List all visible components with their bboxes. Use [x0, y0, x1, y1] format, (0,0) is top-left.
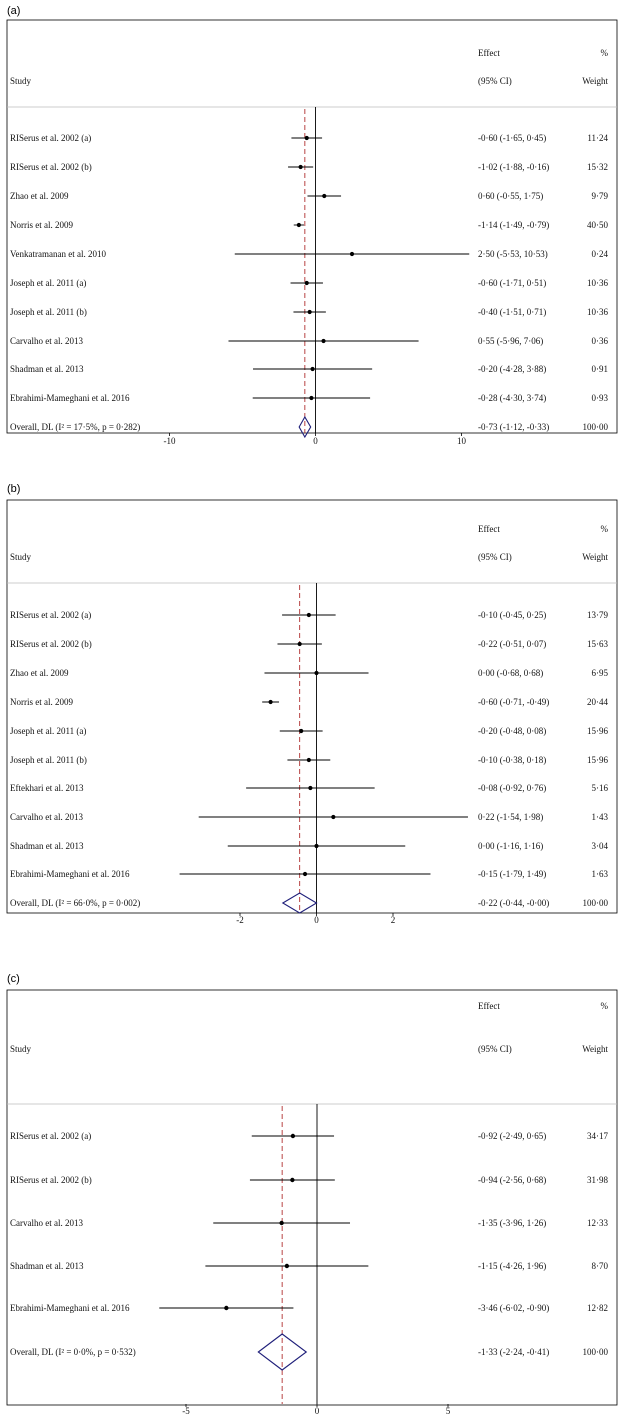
study-effect-ci: -0·92 (-2·49, 0·65) — [478, 1131, 547, 1141]
panel-frame — [7, 990, 617, 1405]
study-effect-ci: -1·15 (-4·26, 1·96) — [478, 1261, 547, 1271]
axis-tick-label: -5 — [182, 1406, 190, 1416]
panel-label: (b) — [7, 483, 21, 495]
study-name: RISerus et al. 2002 (a) — [10, 133, 92, 143]
study-weight: 13·79 — [587, 610, 608, 620]
study-point — [307, 758, 311, 762]
study-weight: 0·91 — [591, 364, 608, 374]
overall-label: Overall, DL (I² = 17·5%, p = 0·282) — [10, 422, 141, 432]
study-weight: 0·36 — [591, 336, 608, 346]
header-ci: (95% CI) — [478, 76, 512, 86]
study-effect-ci: -0·60 (-0·71, -0·49) — [478, 697, 550, 707]
study-effect-ci: -0·10 (-0·45, 0·25) — [478, 610, 547, 620]
study-effect-ci: -0·94 (-2·56, 0·68) — [478, 1175, 547, 1185]
study-effect-ci: -0·22 (-0·51, 0·07) — [478, 639, 547, 649]
study-name: Shadman et al. 2013 — [10, 1261, 84, 1271]
study-point — [303, 872, 307, 876]
header-weight: Weight — [582, 1044, 608, 1054]
header-ci: (95% CI) — [478, 1044, 512, 1054]
study-effect-ci: -0·40 (-1·51, 0·71) — [478, 307, 547, 317]
study-weight: 10·36 — [587, 307, 608, 317]
study-weight: 31·98 — [587, 1175, 608, 1185]
study-point — [299, 165, 303, 169]
study-point — [321, 339, 325, 343]
study-weight: 34·17 — [587, 1131, 608, 1141]
axis-tick-label: 2 — [390, 915, 396, 925]
axis-tick-label: 10 — [457, 436, 466, 446]
study-point — [308, 786, 312, 790]
study-point — [298, 642, 302, 646]
study-effect-ci: -0·20 (-0·48, 0·08) — [478, 726, 547, 736]
study-effect-ci: -1·14 (-1·49, -0·79) — [478, 220, 550, 230]
panel-label: (a) — [7, 5, 21, 17]
study-weight: 15·32 — [587, 162, 608, 172]
study-name: Joseph et al. 2011 (a) — [10, 726, 87, 736]
study-effect-ci: -0·10 (-0·38, 0·18) — [478, 755, 547, 765]
study-effect-ci: 0·00 (-0·68, 0·68) — [478, 668, 544, 678]
study-weight: 15·63 — [587, 639, 608, 649]
study-name: RISerus et al. 2002 (a) — [10, 610, 92, 620]
study-effect-ci: 0·60 (-0·55, 1·75) — [478, 191, 544, 201]
study-name: RISerus et al. 2002 (b) — [10, 162, 92, 172]
header-ci: (95% CI) — [478, 552, 512, 562]
study-name: Venkatramanan et al. 2010 — [10, 249, 106, 259]
study-weight: 40·50 — [587, 220, 608, 230]
study-name: Zhao et al. 2009 — [10, 191, 69, 201]
study-name: Joseph et al. 2011 (a) — [10, 278, 87, 288]
study-effect-ci: -0·28 (-4·30, 3·74) — [478, 393, 547, 403]
header-weight: Weight — [582, 552, 608, 562]
study-name: Carvalho et al. 2013 — [10, 812, 83, 822]
header-effect: Effect — [478, 48, 500, 58]
study-weight: 8·70 — [591, 1261, 608, 1271]
study-name: Zhao et al. 2009 — [10, 668, 69, 678]
study-point — [305, 136, 309, 140]
study-effect-ci: -3·46 (-6·02, -0·90) — [478, 1303, 550, 1313]
overall-label: Overall, DL (I² = 0·0%, p = 0·532) — [10, 1347, 136, 1357]
study-weight: 9·79 — [591, 191, 608, 201]
overall-effect-ci: -1·33 (-2·24, -0·41) — [478, 1347, 550, 1357]
header-percent: % — [600, 48, 608, 58]
study-point — [310, 367, 314, 371]
study-name: Eftekhari et al. 2013 — [10, 783, 84, 793]
study-point — [269, 700, 273, 704]
study-weight: 6·95 — [591, 668, 608, 678]
study-point — [314, 671, 318, 675]
header-study: Study — [10, 1044, 32, 1054]
axis-tick-label: 0 — [313, 436, 318, 446]
study-name: Ebrahimi-Mameghani et al. 2016 — [10, 1303, 130, 1313]
overall-weight: 100·00 — [582, 1347, 608, 1357]
header-effect: Effect — [478, 1001, 500, 1011]
study-effect-ci: -0·60 (-1·71, 0·51) — [478, 278, 547, 288]
panel-label: (c) — [7, 973, 20, 985]
study-effect-ci: 0·00 (-1·16, 1·16) — [478, 841, 544, 851]
study-point — [305, 281, 309, 285]
header-effect: Effect — [478, 524, 500, 534]
study-weight: 10·36 — [587, 278, 608, 288]
study-point — [309, 396, 313, 400]
study-weight: 11·24 — [587, 133, 608, 143]
study-effect-ci: 0·22 (-1·54, 1·98) — [478, 812, 544, 822]
overall-diamond — [299, 417, 311, 437]
study-weight: 12·33 — [587, 1218, 608, 1228]
study-weight: 1·63 — [591, 869, 608, 879]
study-point — [291, 1134, 295, 1138]
header-weight: Weight — [582, 76, 608, 86]
study-point — [279, 1221, 283, 1225]
axis-tick-label: 0 — [314, 1406, 320, 1416]
header-percent: % — [600, 524, 608, 534]
study-name: Carvalho et al. 2013 — [10, 1218, 83, 1228]
overall-weight: 100·00 — [582, 898, 608, 908]
study-effect-ci: -0·20 (-4·28, 3·88) — [478, 364, 547, 374]
study-point — [285, 1264, 289, 1268]
study-point — [297, 223, 301, 227]
study-weight: 20·44 — [587, 697, 608, 707]
study-effect-ci: -1·02 (-1·88, -0·16) — [478, 162, 550, 172]
study-effect-ci: 0·55 (-5·96, 7·06) — [478, 336, 544, 346]
study-point — [290, 1178, 294, 1182]
axis-tick-label: 5 — [445, 1406, 451, 1416]
study-effect-ci: 2·50 (-5·53, 10·53) — [478, 249, 548, 259]
study-effect-ci: -0·15 (-1·79, 1·49) — [478, 869, 547, 879]
study-name: RISerus et al. 2002 (b) — [10, 1175, 92, 1185]
study-weight: 12·82 — [587, 1303, 608, 1313]
study-name: Norris et al. 2009 — [10, 697, 73, 707]
study-weight: 3·04 — [591, 841, 608, 851]
study-weight: 0·24 — [591, 249, 608, 259]
study-effect-ci: -1·35 (-3·96, 1·26) — [478, 1218, 547, 1228]
study-effect-ci: -0·60 (-1·65, 0·45) — [478, 133, 547, 143]
study-weight: 15·96 — [587, 755, 608, 765]
study-effect-ci: -0·08 (-0·92, 0·76) — [478, 783, 547, 793]
overall-effect-ci: -0·22 (-0·44, -0·00) — [478, 898, 550, 908]
header-study: Study — [10, 552, 32, 562]
study-name: Carvalho et al. 2013 — [10, 336, 83, 346]
overall-weight: 100·00 — [582, 422, 608, 432]
study-name: RISerus et al. 2002 (a) — [10, 1131, 92, 1141]
study-weight: 1·43 — [591, 812, 608, 822]
study-weight: 15·96 — [587, 726, 608, 736]
axis-tick-label: -10 — [163, 436, 176, 446]
study-name: RISerus et al. 2002 (b) — [10, 639, 92, 649]
header-percent: % — [600, 1001, 608, 1011]
study-point — [308, 310, 312, 314]
study-name: Joseph et al. 2011 (b) — [10, 307, 87, 317]
study-point — [331, 815, 335, 819]
study-name: Ebrahimi-Mameghani et al. 2016 — [10, 393, 130, 403]
study-weight: 0·93 — [591, 393, 608, 403]
study-point — [299, 729, 303, 733]
study-point — [314, 844, 318, 848]
study-name: Shadman et al. 2013 — [10, 364, 84, 374]
study-point — [307, 613, 311, 617]
study-name: Shadman et al. 2013 — [10, 841, 84, 851]
study-name: Ebrahimi-Mameghani et al. 2016 — [10, 869, 130, 879]
overall-effect-ci: -0·73 (-1·12, -0·33) — [478, 422, 550, 432]
study-name: Joseph et al. 2011 (b) — [10, 755, 87, 765]
overall-label: Overall, DL (I² = 66·0%, p = 0·002) — [10, 898, 141, 908]
study-point — [322, 194, 326, 198]
axis-tick-label: 0 — [314, 915, 319, 925]
header-study: Study — [10, 76, 32, 86]
axis-tick-label: -2 — [236, 915, 244, 925]
study-point — [350, 252, 354, 256]
study-point — [224, 1306, 228, 1310]
study-name: Norris et al. 2009 — [10, 220, 73, 230]
study-weight: 5·16 — [591, 783, 608, 793]
